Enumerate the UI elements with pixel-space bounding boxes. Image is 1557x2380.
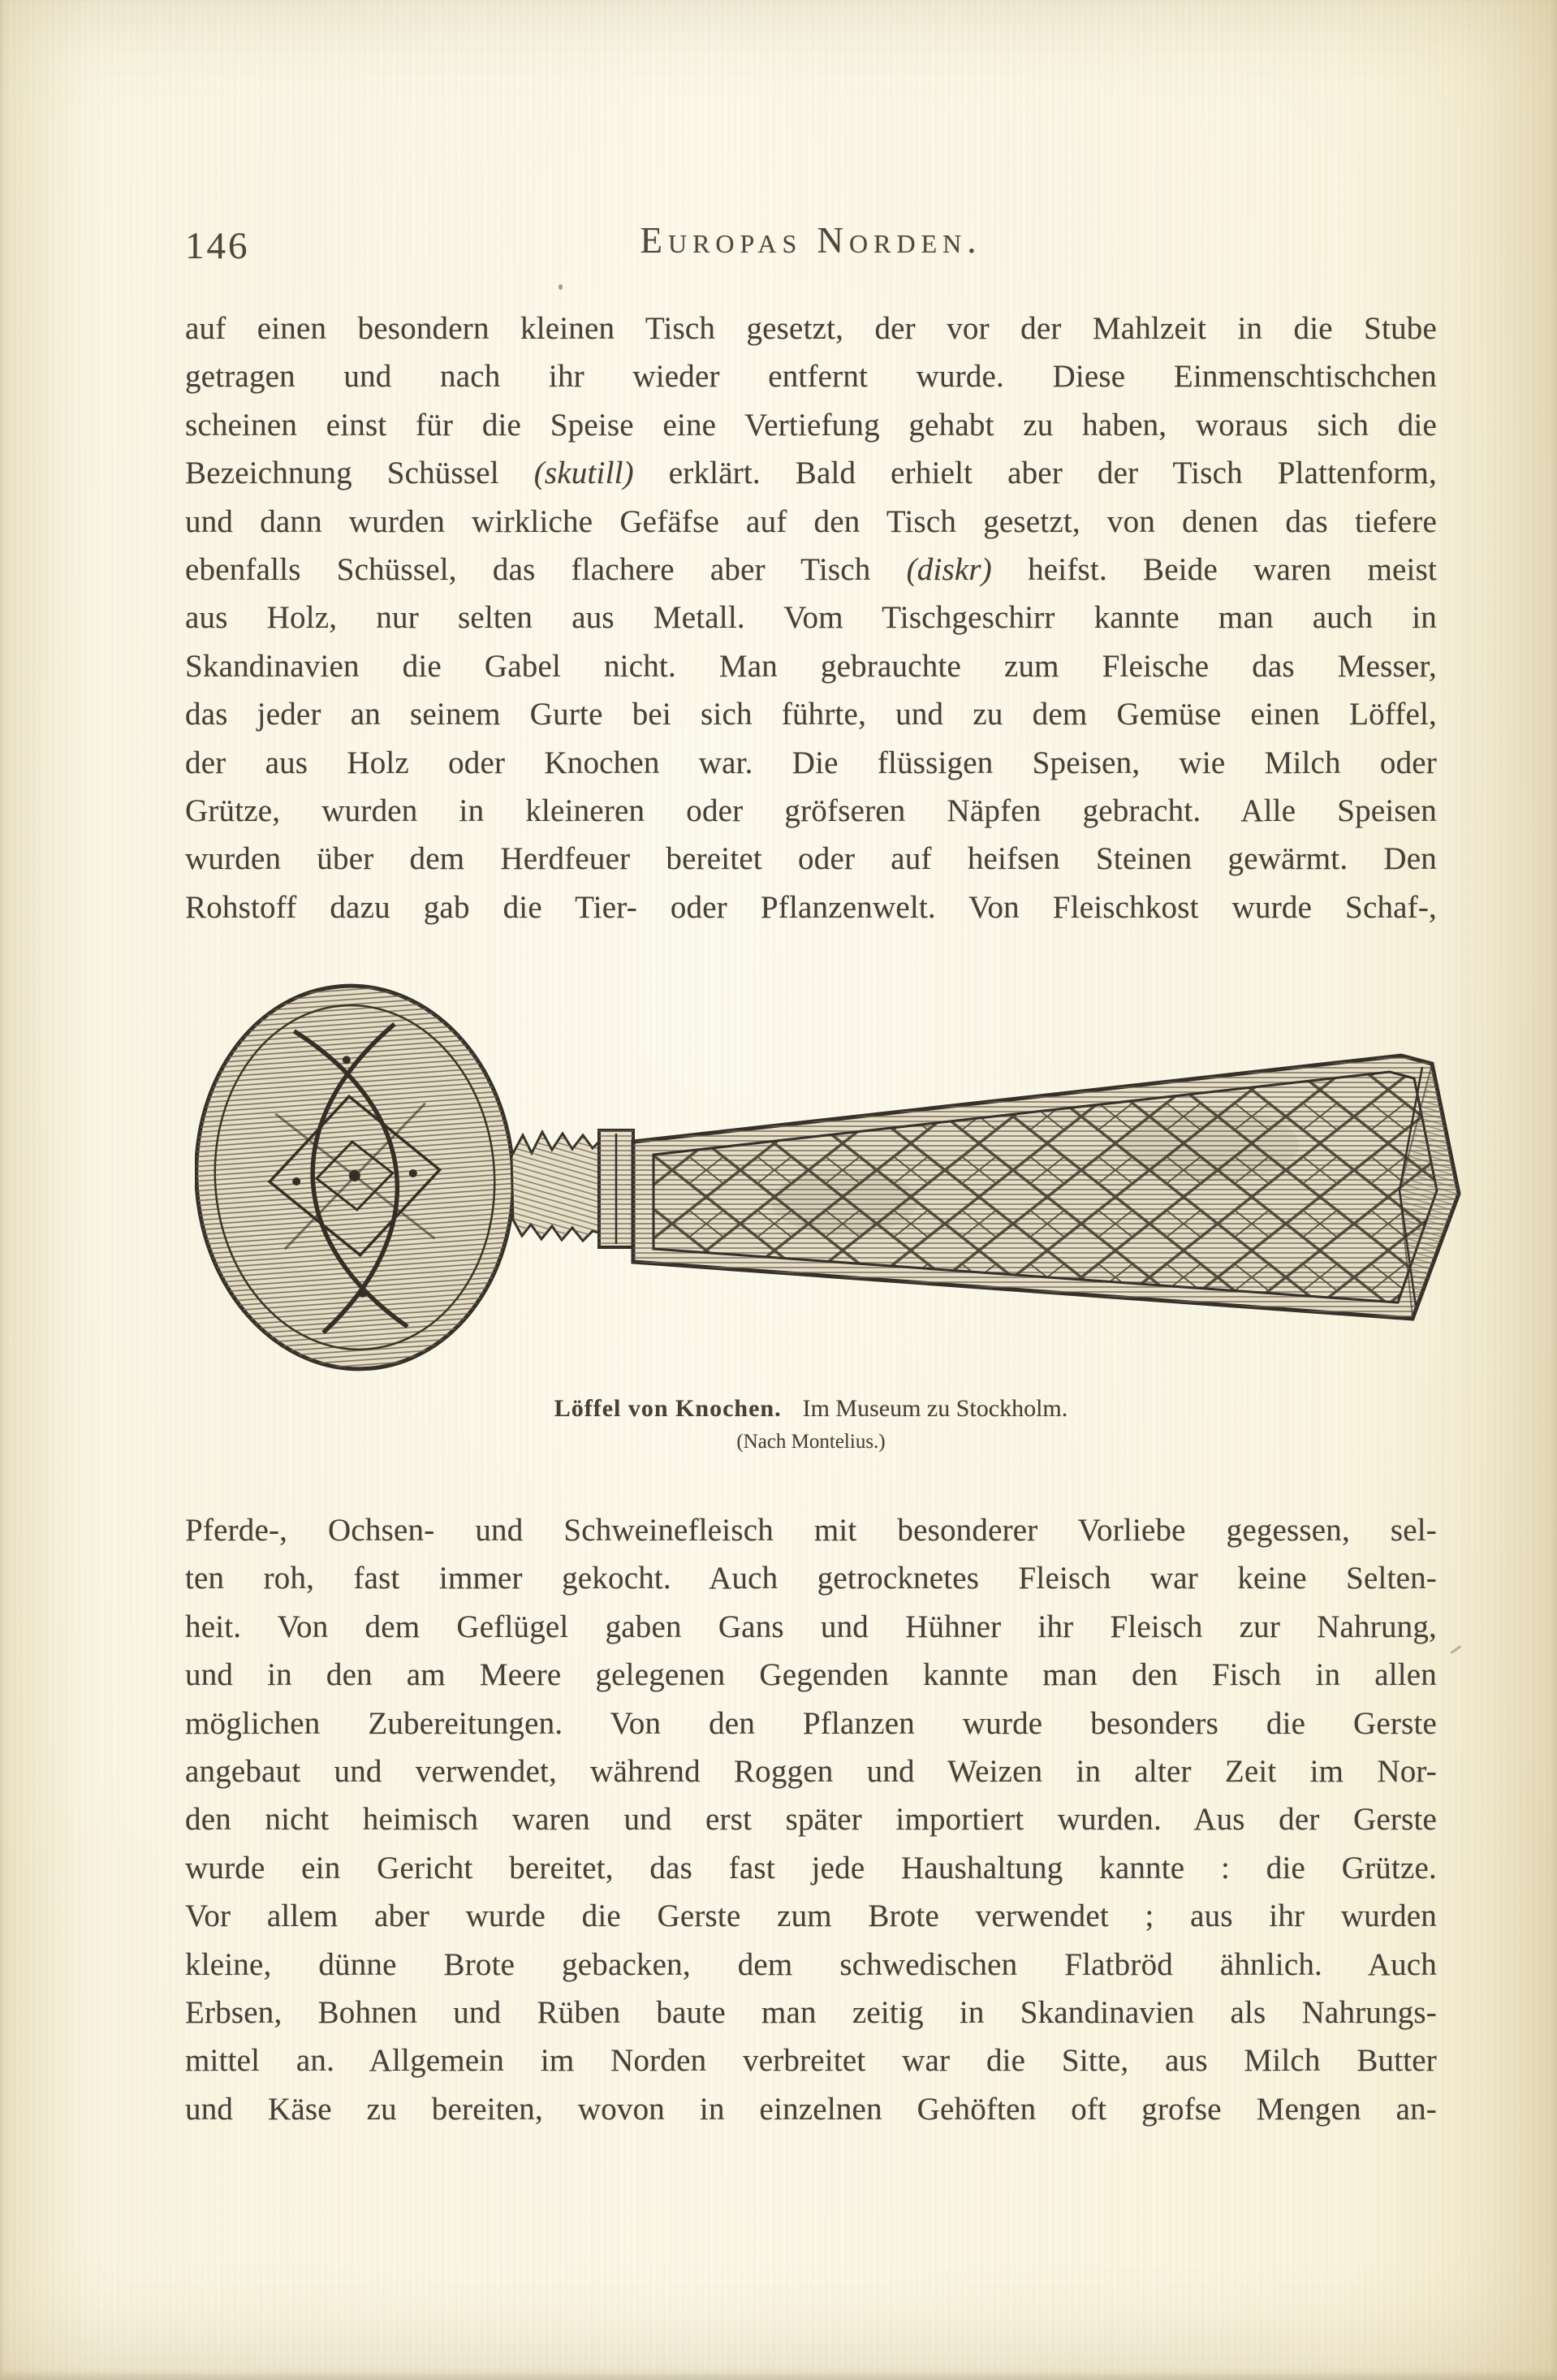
text-line: angebaut und verwendet, während Roggen und Weizen in alter Zeit im Nor- <box>185 1753 1437 1789</box>
text-line: wurden über dem Herdfeuer bereitet oder auf heifsen Steinen gewärmt. Den <box>185 841 1437 877</box>
paper-speck <box>1450 1645 1461 1654</box>
italic-term: (skutill) <box>533 456 634 491</box>
spoon-bowl <box>195 983 526 1372</box>
text-line: kleine, dünne Brote gebacken, dem schwedischen Flatbröd ähnlich. Auch <box>185 1946 1437 1982</box>
text-line: Pferde-, Ochsen- und Schweinefleisch mit besonderer Vorliebe gegessen, sel- <box>185 1513 1437 1548</box>
text-line: das jeder an seinem Gurte bei sich führte, und zu dem Gemüse einen Löffel, <box>185 697 1437 732</box>
text-line: Grütze, wurden in kleineren oder gröfseren Näpfen gebracht. Alle Speisen <box>185 793 1437 828</box>
caption-title: Löffel von Knochen. <box>554 1395 782 1422</box>
paragraph-1 <box>185 305 1437 931</box>
line-segment: Bezeichnung Schüssel <box>185 456 534 491</box>
italic-term: (diskr) <box>906 551 992 587</box>
text-line: den nicht heimisch waren und erst später importiert wurden. Aus der Gerste <box>185 1802 1437 1838</box>
text-line <box>185 546 1437 594</box>
text-line: der aus Holz oder Knochen war. Die flüssigen Speisen, wie Milch oder <box>185 745 1437 780</box>
text-line: auf einen besondern kleinen Tisch gesetzt, der vor der Mahlzeit in die Stube <box>185 311 1437 346</box>
caption-location: Im Museum zu Stockholm. <box>802 1395 1068 1422</box>
text-line: heit. Von dem Geflügel gaben Gans und Hühner ihr Fleisch zur Nahrung, <box>185 1609 1437 1644</box>
text-line: mittel an. Allgemein im Norden verbreitet war die Sitte, aus Milch Butter <box>185 2043 1437 2079</box>
text-line: und in den am Meere gelegenen Gegenden kannte man den Fisch in allen <box>185 1657 1437 1693</box>
bone-spoon-engraving-image <box>195 983 1461 1372</box>
text-line: Erbsen, Bohnen und Rüben baute man zeitig in Skandinavien als Nahrungs- <box>185 1994 1437 2030</box>
running-title: Europas Norden. <box>640 220 982 261</box>
text-line: scheinen einst für die Speise eine Vertiefung gehabt zu haben, woraus sich die <box>185 407 1437 443</box>
paper-speck <box>559 284 563 290</box>
text-line: Skandinavien die Gabel nicht. Man gebrauchte zum Fleische das Messer, <box>185 648 1437 684</box>
page-number: 146 <box>185 225 250 267</box>
caption-line-1 <box>185 1395 1437 1423</box>
text-line: und dann wurden wirkliche Gefäfse auf den Tisch gesetzt, von denen das tiefere <box>185 503 1437 539</box>
text-line: und Käse zu bereiten, wovon in einzelnen Gehöften oft grofse Mengen an- <box>185 2091 1437 2127</box>
text-line: aus Holz, nur selten aus Metall. Vom Tischgeschirr kannte man auch in <box>185 600 1437 636</box>
spoon-handle <box>633 1056 1459 1319</box>
caption-source: (Nach Montelius.) <box>736 1431 886 1453</box>
line-segment: erklärt. Bald erhielt aber der Tisch Plattenform, <box>633 456 1438 491</box>
page-header <box>185 219 1437 276</box>
text-line: getragen und nach ihr wieder entfernt wurde. Diese Einmenschtischchen <box>185 359 1437 395</box>
figure-bone-spoon <box>195 983 1461 1372</box>
text-line: Vor allem aber wurde die Gerste zum Brote verwendet ; aus ihr wurden <box>185 1898 1437 1934</box>
text-line: ten roh, fast immer gekocht. Auch getrocknetes Fleisch war keine Selten- <box>185 1561 1437 1596</box>
text-line: möglichen Zubereitungen. Von den Pflanzen wurde besonders die Gerste <box>185 1705 1437 1741</box>
spoon-neck <box>511 1130 633 1247</box>
text-line: wurde ein Gericht bereitet, das fast jede Haushaltung kannte : die Grütze. <box>185 1850 1437 1885</box>
line-segment: ebenfalls Schüssel, das flachere aber Tisch <box>185 551 907 587</box>
text-line <box>185 449 1437 497</box>
text-line: Rohstoff dazu gab die Tier- oder Pflanzenwelt. Von Fleischkost wurde Schaf-, <box>185 889 1437 925</box>
paragraph-2 <box>185 1506 1437 2133</box>
line-segment: heifst. Beide waren meist <box>991 551 1437 587</box>
